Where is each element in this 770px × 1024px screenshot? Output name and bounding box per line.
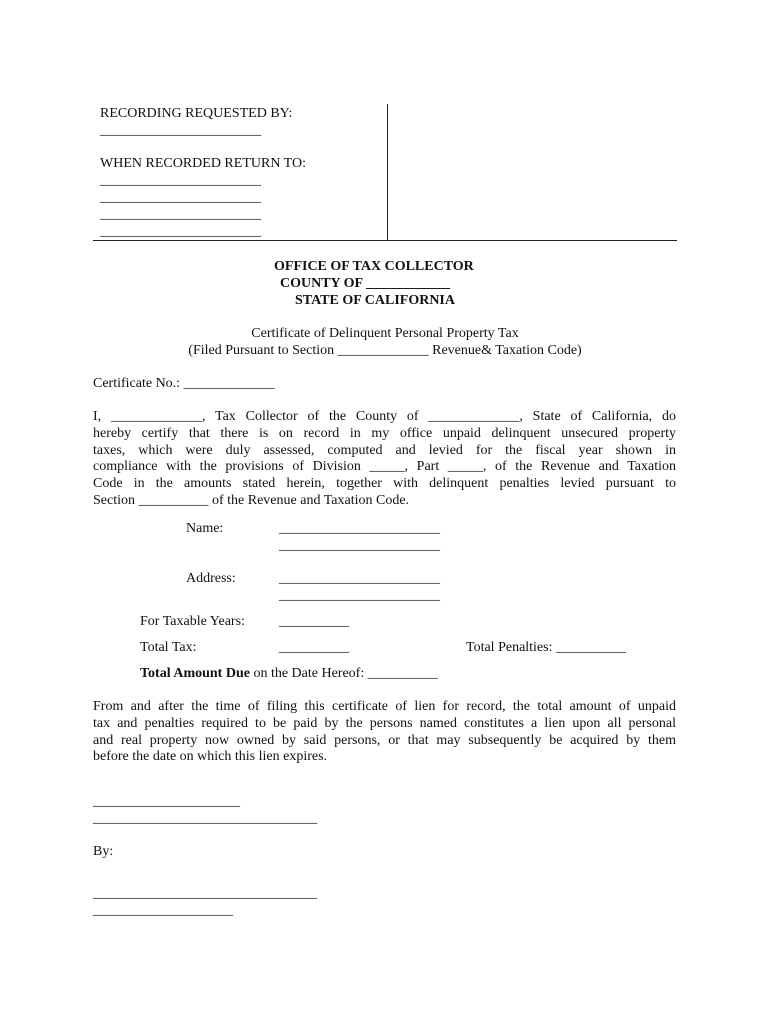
name-blank-2[interactable]: _______________________ xyxy=(279,538,440,553)
certify-line: hereby certify that there is on record in my office unpaid delinquent unsecured property xyxy=(93,425,676,441)
header-horizontal-divider xyxy=(93,240,677,241)
lien-paragraph xyxy=(93,699,676,766)
certify-line: Code in the amounts stated herein, together with delinquent penalties levied pursuant to xyxy=(93,476,676,492)
certify-paragraph xyxy=(93,409,676,510)
certify-line: compliance with the provisions of Division _____, Part _____, of the Revenue and Taxation xyxy=(93,459,676,475)
return-to-blank-1[interactable]: _______________________ xyxy=(100,173,261,188)
office-title: OFFICE OF TAX COLLECTOR xyxy=(274,259,474,274)
state-title: STATE OF CALIFORNIA xyxy=(295,293,455,308)
total-tax-blank[interactable]: __________ xyxy=(279,640,349,655)
header-vertical-divider xyxy=(387,104,388,240)
when-recorded-return-to-label: WHEN RECORDED RETURN TO: xyxy=(100,156,306,171)
filed-pursuant-line: (Filed Pursuant to Section _____________ Revenue& Taxation Code) xyxy=(188,343,582,358)
certificate-subtitle: Certificate of Delinquent Personal Property Tax xyxy=(251,326,519,341)
certify-line: I, _____________, Tax Collector of the County of _____________, State of California, do xyxy=(93,409,676,424)
lien-line: From and after the time of filing this certificate of lien for record, the total amount of unpaid xyxy=(93,699,676,714)
by-label: By: xyxy=(93,844,114,859)
signature-blank-2[interactable]: ________________________________ xyxy=(93,811,317,826)
total-amount-due-label: Total Amount Due xyxy=(140,666,250,681)
signature-blank-1[interactable]: _____________________ xyxy=(93,794,240,809)
lien-line: and real property now owned by said persons, or that may subsequently be acquired by them xyxy=(93,732,676,748)
address-label: Address: xyxy=(186,571,236,586)
name-blank-1[interactable]: _______________________ xyxy=(279,521,440,536)
total-amount-due-rest[interactable]: on the Date Hereof: __________ xyxy=(249,666,438,681)
total-penalties[interactable]: Total Penalties: __________ xyxy=(466,640,627,655)
name-label: Name: xyxy=(186,521,224,536)
lien-line: tax and penalties required to be paid by the persons named constitutes a lien upon all personal xyxy=(93,715,676,731)
recording-requested-by-label: RECORDING REQUESTED BY: xyxy=(100,106,293,121)
total-tax-label: Total Tax: xyxy=(140,640,197,655)
return-to-blank-2[interactable]: _______________________ xyxy=(100,190,261,205)
county-title: COUNTY OF ____________ xyxy=(280,276,451,291)
taxable-years-label: For Taxable Years: xyxy=(140,614,245,629)
total-amount-due xyxy=(140,665,438,682)
address-blank-2[interactable]: _______________________ xyxy=(279,588,440,603)
return-to-blank-3[interactable]: _______________________ xyxy=(100,207,261,222)
certify-line: Section __________ of the Revenue and Taxation Code. xyxy=(93,492,410,508)
recording-requested-by-blank[interactable]: _______________________ xyxy=(100,123,261,138)
taxable-years-blank[interactable]: __________ xyxy=(279,614,349,629)
by-title-blank[interactable]: ____________________ xyxy=(93,903,233,918)
by-signature-blank[interactable]: ________________________________ xyxy=(93,886,317,901)
certificate-number: Certificate No.: _____________ xyxy=(93,376,275,391)
address-blank-1[interactable]: _______________________ xyxy=(279,571,440,586)
lien-line: before the date on which this lien expires. xyxy=(93,749,328,765)
certify-line: taxes, which were duly assessed, computed and levied for the fiscal year shown in xyxy=(93,442,676,458)
return-to-blank-4[interactable]: _______________________ xyxy=(100,224,261,239)
